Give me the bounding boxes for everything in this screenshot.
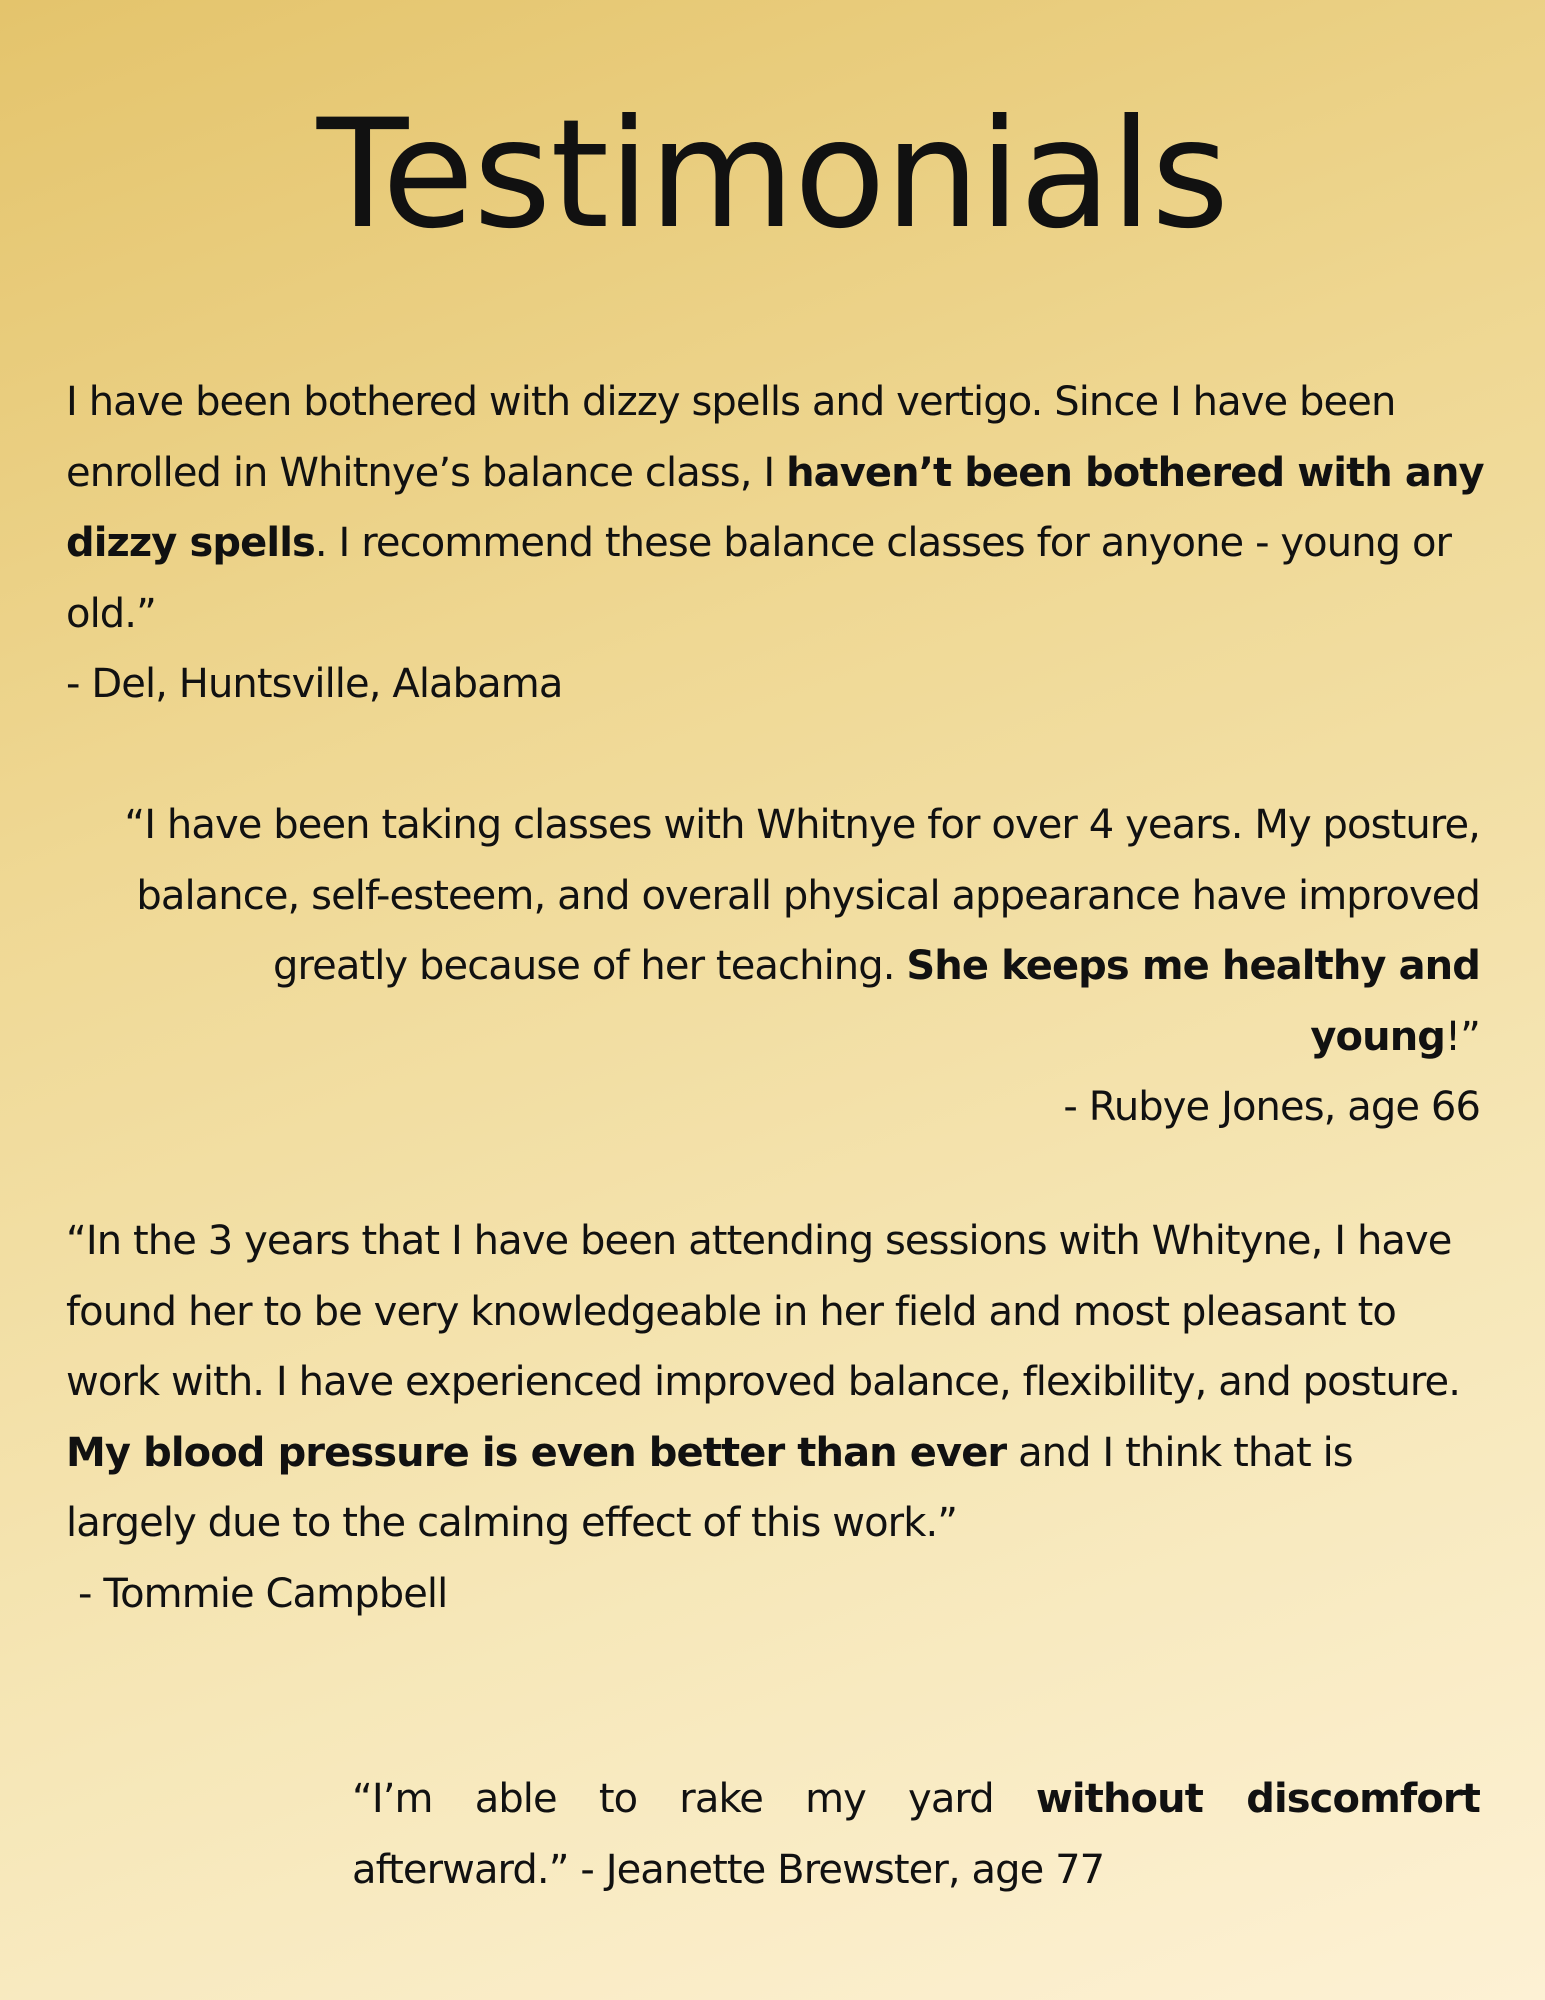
quote-highlight: without discomfort xyxy=(1035,1776,1480,1822)
testimonial-quote xyxy=(92,790,1480,1072)
testimonial-rubye-jones xyxy=(92,790,1480,1143)
testimonial-jeanette-brewster xyxy=(352,1764,1480,1905)
testimonial-attribution: - Rubye Jones, age 66 xyxy=(1063,1084,1480,1130)
quote-text: “In the 3 years that I have been attending sessions with Whityne, I have found her to be very knowledgeable in her field and most pleasant to work with. I have experienced improved balance, flexibility, and posture. xyxy=(66,1218,1461,1405)
testimonial-attribution: - Tommie Campbell xyxy=(78,1570,448,1617)
quote-highlight: She keeps me healthy and young xyxy=(906,943,1480,1060)
quote-text: !” xyxy=(1445,1013,1480,1060)
quote-text: “I’m able to rake my yard xyxy=(352,1776,1036,1822)
testimonial-quote xyxy=(352,1764,1480,1905)
quote-text: afterward.” - Jeanette Brewster, age 77 xyxy=(352,1846,1105,1893)
testimonial-quote xyxy=(66,367,1486,649)
quote-text: . I recommend these balance classes for anyone - young or old.” xyxy=(66,520,1452,637)
testimonial-quote xyxy=(66,1206,1486,1559)
quote-highlight: haven’t been bothered with any dizzy spells xyxy=(66,449,1484,566)
quote-text: and I think that is largely due to the calming effect of this work.” xyxy=(66,1429,1353,1546)
page-title: Testimonials xyxy=(316,88,1229,262)
quote-highlight: My blood pressure is even better than ever xyxy=(66,1429,1007,1476)
testimonial-attribution: - Del, Huntsville, Alabama xyxy=(66,661,563,707)
quote-text: I have been bothered with dizzy spells and vertigo. Since I have been enrolled in Whitnye’s balance class, I xyxy=(66,379,1396,496)
quote-text: “I have been taking classes with Whitnye for over 4 years. My posture, balance, self-esteem, and overall physical appearance have improved greatly because of her teaching. xyxy=(124,802,1480,989)
testimonial-tommie-campbell xyxy=(66,1206,1486,1629)
testimonial-del xyxy=(66,367,1486,720)
